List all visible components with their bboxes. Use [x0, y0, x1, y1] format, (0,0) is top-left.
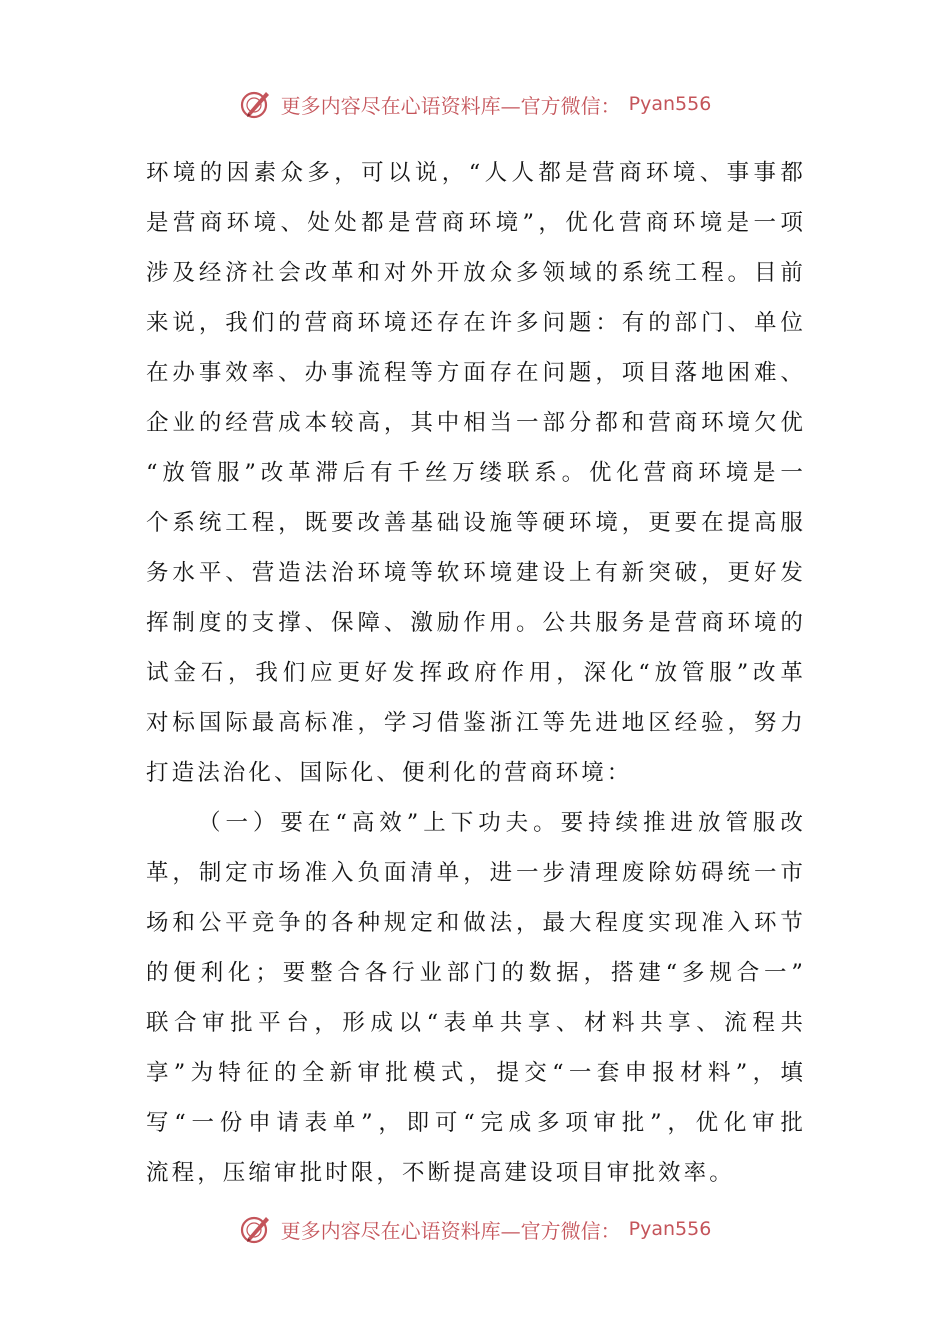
text-line: 涉及经济社会改革和对外开放众多领域的系统工程。目前 [146, 260, 806, 286]
text-line: 的便利化；要整合各行业部门的数据，搭建“多规合一” [146, 960, 806, 986]
body-text [146, 148, 806, 1198]
header-banner-wechat-id: Pyan556 [628, 93, 712, 115]
section-heading-line: （一）要在“高效”上下功夫。要持续推进放管服改 [198, 810, 806, 836]
text-line: 环境的因素众多，可以说，“人人都是营商环境、事事都 [146, 160, 806, 186]
text-line: “放管服”改革滞后有千丝万缕联系。优化营商环境是一 [146, 460, 806, 486]
text-line: 打造法治化、国际化、便利化的营商环境： [146, 760, 633, 786]
text-line: 试金石，我们应更好发挥政府作用，深化“放管服”改革 [146, 660, 806, 686]
text-line: 革，制定市场准入负面清单，进一步清理废除妨碍统一市 [146, 860, 806, 886]
text-line: 是营商环境、处处都是营商环境”，优化营商环境是一项 [146, 210, 806, 236]
text-line: 场和公平竞争的各种规定和做法，最大程度实现准入环节 [146, 910, 806, 936]
text-line: 享”为特征的全新审批模式，提交“一套申报材料”，填 [146, 1060, 806, 1086]
text-line: 在办事效率、办事流程等方面存在问题，项目落地困难、 [146, 360, 806, 386]
footer-watermark-banner [0, 1209, 950, 1249]
text-line: 企业的经营成本较高，其中相当一部分都和营商环境欠优 [146, 410, 806, 436]
text-line: 务水平、营造法治环境等软环境建设上有新突破，更好发 [146, 560, 806, 586]
text-line: 挥制度的支撑、保障、激励作用。公共服务是营商环境的 [146, 610, 806, 636]
text-line: 联合审批平台，形成以“表单共享、材料共享、流程共 [146, 1010, 806, 1036]
text-line: 流程，压缩审批时限，不断提高建设项目审批效率。 [146, 1160, 735, 1186]
footer-banner-text: 更多内容尽在心语资料库—官方微信： [280, 1218, 621, 1243]
text-line: 来说，我们的营商环境还存在许多问题：有的部门、单位 [146, 310, 806, 336]
pen-logo-icon [239, 1212, 273, 1246]
footer-banner-wechat-id: Pyan556 [628, 1218, 712, 1240]
header-watermark-banner [0, 84, 950, 124]
text-line: 个系统工程，既要改善基础设施等硬环境，更要在提高服 [146, 510, 806, 536]
header-banner-text: 更多内容尽在心语资料库—官方微信： [280, 93, 621, 118]
text-line: 写“一份申请表单”，即可“完成多项审批”，优化审批 [146, 1110, 806, 1136]
pen-logo-icon [239, 87, 273, 121]
text-line: 对标国际最高标准，学习借鉴浙江等先进地区经验，努力 [146, 710, 806, 736]
